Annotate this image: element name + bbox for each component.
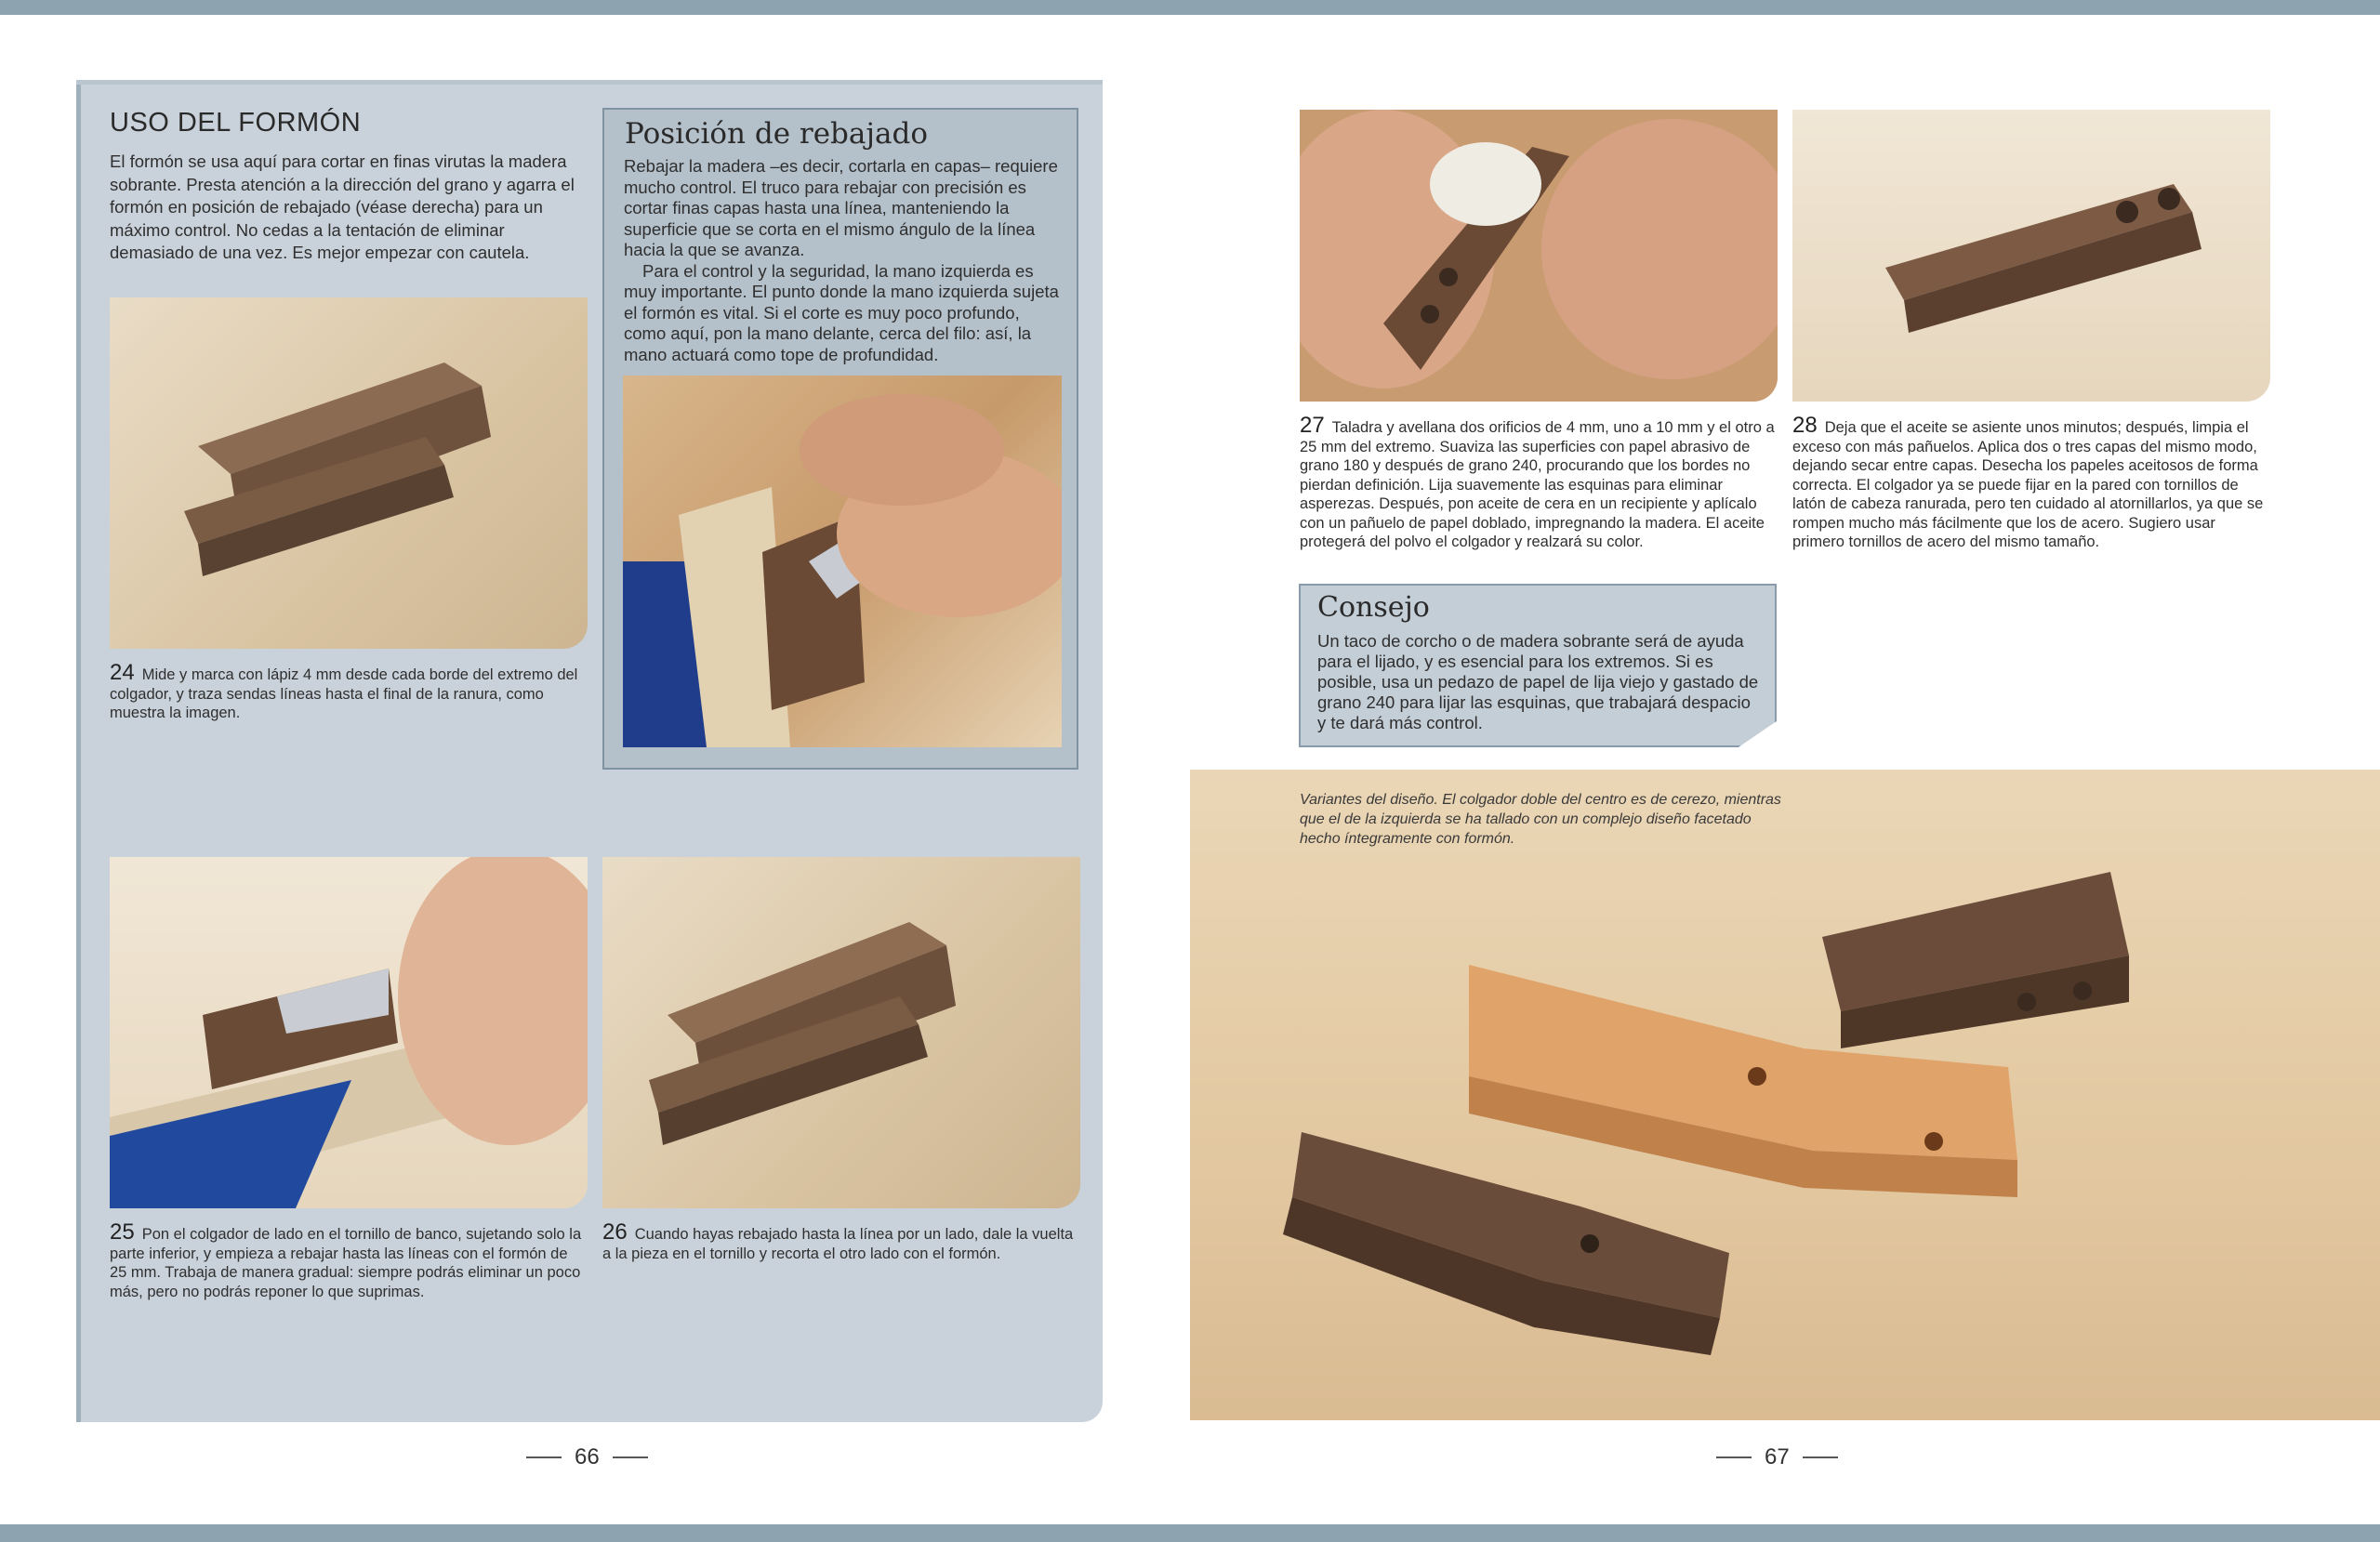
caption-step-26 [602,1219,1080,1263]
step-number: 27 [1300,413,1325,438]
dash [613,1456,648,1458]
photo-caption: Variantes del diseño. El colgador doble del centro es de cerezo, mientras que el de la izquierda se ha tallado con un complejo diseño facetado hecho íntegramente con formón. [1300,792,1781,847]
dash [1716,1456,1752,1458]
bottom-band [0,1524,2380,1542]
section-title: USO DEL FORMÓN [110,108,362,138]
photo-step-26 [602,857,1080,1208]
dash [1803,1456,1838,1458]
photo-step-24 [110,297,588,649]
step-text: Taladra y avellana dos orificios de 4 mm, uno a 10 mm y el otro a 25 mm del extremo. Suaviza las superficies con papel abrasivo de grano 180 y después de grano 240, procurando que los bordes no pierdan definición. Lija suavemente las esquinas para eliminar asperezas. Después, pon aceite de cera en un recipiente y aplícalo con un pañuelo de papel doblado, impregnando la madera. El aceite protegerá del polvo el colgador y realzará su color. [1300,419,1775,550]
consejo-title: Consejo [1317,591,1430,624]
step-number: 24 [110,660,135,685]
step-text: Mide y marca con lápiz 4 mm desde cada borde del extremo del colgador, y traza sendas líneas hasta el final de la ranura, como muestra la imagen. [110,666,578,721]
step-number: 28 [1792,413,1818,438]
top-band [0,0,2380,15]
caption-step-25 [110,1219,588,1301]
page-number-right [1716,1444,1838,1470]
photo-step-28 [1792,110,2270,402]
page-number: 66 [575,1444,600,1470]
step-number: 26 [602,1219,628,1245]
photo-step-25 [110,857,588,1208]
sidebar-title: Posición de rebajado [625,117,928,151]
sidebar-paragraph-1: Rebajar la madera –es decir, cortarla en capas– requiere mucho control. El truco para rebajar con precisión es cortar finas capas hasta una línea, manteniendo la superficie que se corta en el mismo ángulo de la línea hacia la que se avanza. [624,156,1058,259]
page-number-left [526,1444,648,1470]
photo-step-27 [1300,110,1778,402]
sidebar-paragraph-2: Para el control y la seguridad, la mano izquierda es muy importante. El punto donde la mano izquierda sujeta el formón es vital. Si el corte es muy poco profundo, como aquí, pon la mano delante, cerca del filo: así, la mano actuará como tope de profundidad. [624,260,1059,364]
consejo-text: Un taco de corcho o de madera sobrante será de ayuda para el lijado, y es esencial para los extremos. Si es posible, usa un pedazo de papel de lija viejo y gastado de grano 240 para lijar las esquinas, que trabajará despacio y te dará más control. [1317,631,1759,732]
dash [526,1456,562,1458]
caption-step-27 [1300,413,1778,552]
photo-rebajado [623,376,1062,747]
intro-text: El formón se usa aquí para cortar en finas virutas la madera sobrante. Presta atención a la dirección del grano y agarra el formón en posición de rebajado (véase derecha) para un máximo control. No cedas a la tentación de eliminar demasiado de una vez. Es mejor empezar con cautela. [110,152,575,262]
step-text: Pon el colgador de lado en el tornillo de banco, sujetando solo la parte inferior, y empieza a rebajar hasta las líneas con el formón de 25 mm. Trabaja de manera gradual: siempre podrás eliminar un poco más, pero no podrás reponer lo que suprimas. [110,1226,582,1300]
step-number: 25 [110,1219,135,1245]
step-text: Deja que el aceite se asiente unos minutos; después, limpia el exceso con más pañuelos. Aplica dos o tres capas del mismo modo, dejando secar entre capas. Desecha los papeles aceitosos de forma correcta. El colgador ya se puede fijar en la pared con tornillos de latón de cabeza ranurada, pero ten cuidado al atornillarlos, ya que se rompen mucho más fácilmente que los de acero. Sugiero usar primero tornillos de acero del mismo tamaño. [1792,419,2264,550]
sidebar-text [624,156,1061,365]
caption-step-24 [110,660,588,723]
page-number: 67 [1765,1444,1790,1470]
step-text: Cuando hayas rebajado hasta la línea por un lado, dale la vuelta a la pieza en el tornillo y recorta el otro lado con el formón. [602,1226,1074,1262]
caption-step-28 [1792,413,2270,552]
photo-design-variants [1190,770,2380,1420]
